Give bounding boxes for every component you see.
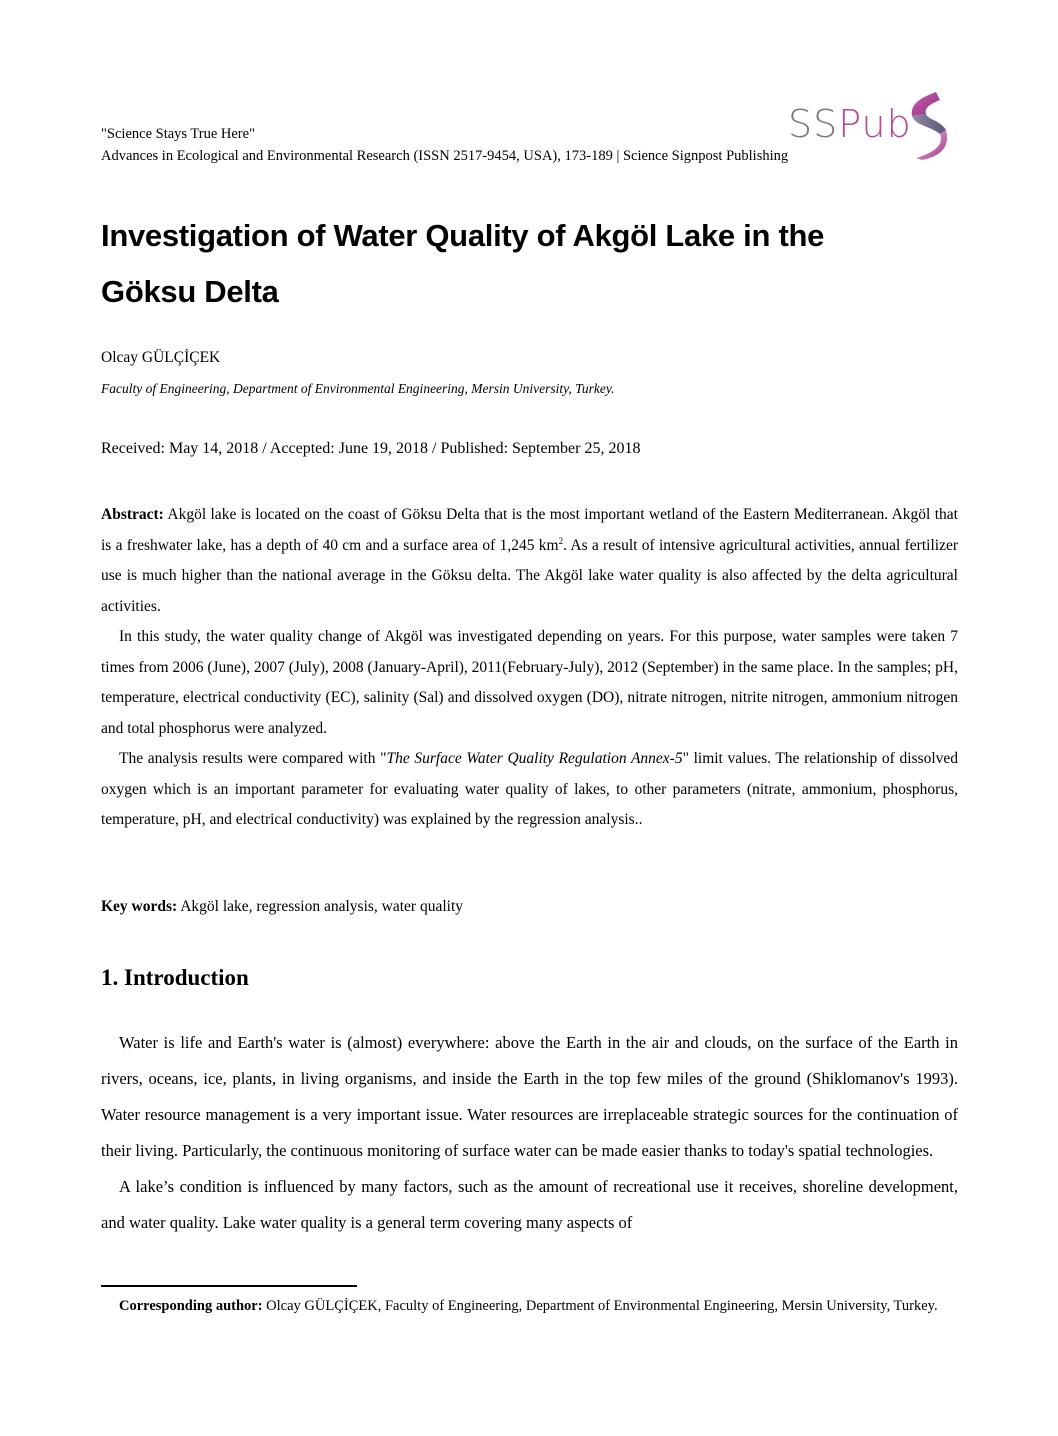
abstract-text: " limit values. The relationship of dissolved oxygen which is an important parameter for evaluating water quality of lakes, to other parameters (nitrate, ammonium, phosphorus, temperature, pH, and electrical conductivity) was explained by the regression analysis.. <box>101 750 959 828</box>
journal-tagline: "Science Stays True Here" <box>101 126 255 142</box>
keywords <box>101 898 463 916</box>
intro-paragraph-1: Water is life and Earth's water is (almost) everywhere: above the Earth in the air and clouds, on the surface of the Earth in rivers, oceans, ice, plants, in living organisms, and inside the Earth in the top few miles of the ground (Shiklomanov's 1993). Water resource management is a very important issue. Water resources are irreplaceable strategic sources for the continuation of their living. Particularly, the continuous monitoring of surface water can be made easier thanks to today's spatial technologies. <box>101 1033 958 1160</box>
footnote-text: Olcay GÜLÇİÇEK, Faculty of Engineering, Department of Environmental Engineering, Mersin University, Turkey. <box>262 1298 938 1314</box>
keywords-text: Akgöl lake, regression analysis, water quality <box>177 898 464 915</box>
abstract-paragraph-2: In this study, the water quality change of Akgöl was investigated depending on years. For this purpose, water samples were taken 7 times from 2006 (June), 2007 (July), 2008 (January-April), 2011(February-July), 2012 (September) in the same place. In the samples; pH, temperature, electrical conductivity (EC), salinity (Sal) and dissolved oxygen (DO), nitrate nitrogen, nitrite nitrogen, ammonium nitrogen and total phosphorus were analyzed. <box>101 628 958 737</box>
author-name: Olcay GÜLÇİÇEK <box>101 349 221 366</box>
journal-citation: Advances in Ecological and Environmental Research (ISSN 2517-9454, USA), 173-189 | Science Signpost Publishing <box>101 148 789 164</box>
title-line-1: Investigation of Water Quality of Akgöl Lake in the <box>101 218 825 253</box>
abstract-text: The analysis results were compared with " <box>119 750 387 767</box>
logo-ss-text: SS <box>788 102 839 146</box>
abstract <box>101 500 958 836</box>
keywords-label: Key words: <box>101 898 178 915</box>
sspub-logo <box>788 90 953 162</box>
logo-wordmark <box>788 102 912 146</box>
regulation-title: The Surface Water Quality Regulation Annex-5 <box>386 750 683 767</box>
superscript: 2 <box>558 535 564 546</box>
abstract-label: Abstract: <box>101 506 164 523</box>
section-heading-introduction: 1. Introduction <box>101 965 249 990</box>
author-affiliation: Faculty of Engineering, Department of Environmental Engineering, Mersin University, Turkey. <box>101 381 615 396</box>
logo-pub-text: Pub <box>838 102 912 146</box>
title-line-2: Göksu Delta <box>101 274 279 309</box>
paper-title <box>101 208 921 320</box>
abstract-text: Akgöl lake is located on the coast of Göksu Delta that is the most important wetland of the Eastern Mediterranean. Akgöl that is a freshwater lake, has a depth of 40 cm and a surface area of 1,245 km <box>101 506 958 554</box>
introduction-body <box>101 1025 958 1241</box>
abstract-paragraph-3 <box>101 744 958 836</box>
footnote <box>101 1296 958 1316</box>
abstract-paragraph-1 <box>101 500 958 622</box>
abstract-text: . As a result of intensive agricultural activities, annual fertilizer use is much higher than the national average in the Göksu delta. The Akgöl lake water quality is also affected by the delta agricultural activities. <box>101 536 958 615</box>
ribbon-s-icon <box>900 90 950 162</box>
footnote-divider <box>101 1285 357 1287</box>
footnote-label: Corresponding author: <box>119 1298 263 1314</box>
publication-dates: Received: May 14, 2018 / Accepted: June 19, 2018 / Published: September 25, 2018 <box>101 440 641 457</box>
intro-paragraph-2: A lake’s condition is influenced by many factors, such as the amount of recreational use it receives, shoreline development, and water quality. Lake water quality is a general term covering many aspects of <box>101 1177 958 1232</box>
